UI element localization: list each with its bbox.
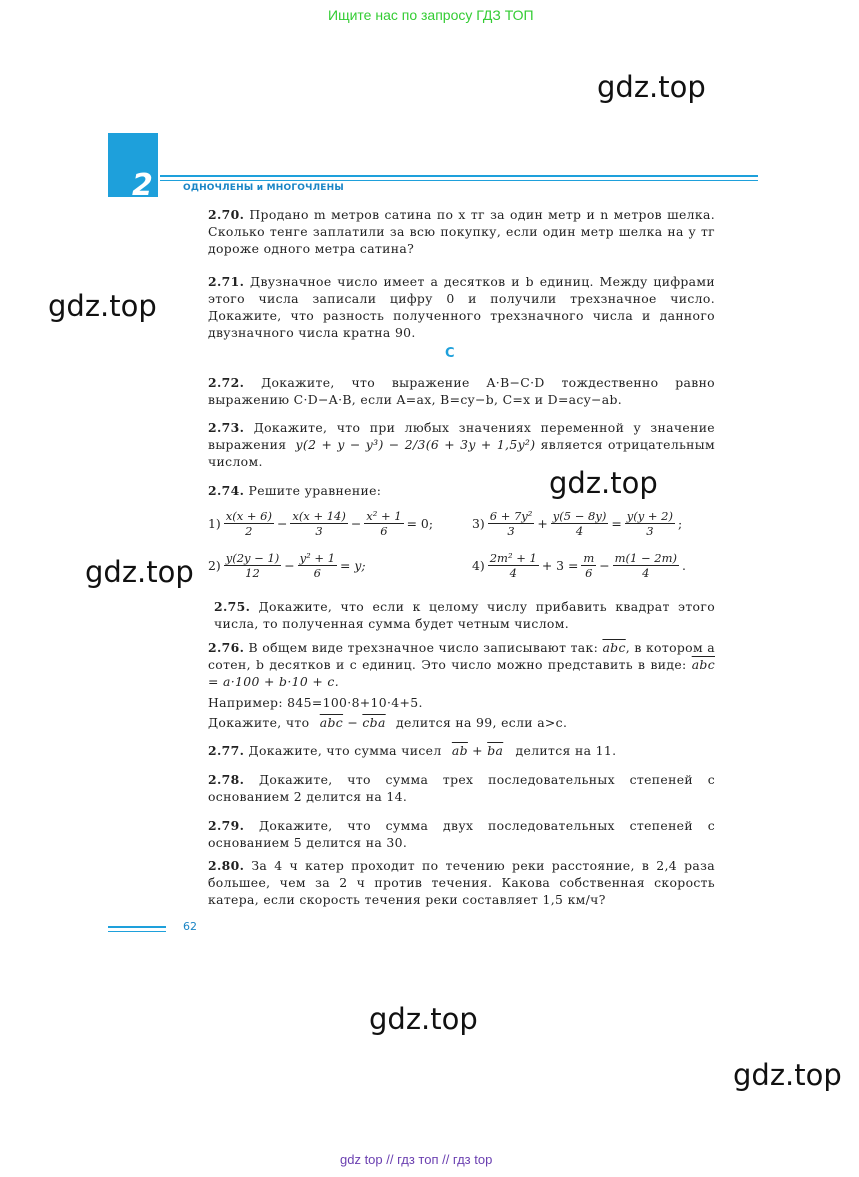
fraction: $\frac{y(5 - 8y)}{4}$ <box>552 509 607 538</box>
watermark: gdz.top <box>85 555 194 589</box>
problem-2-75 <box>214 598 715 632</box>
fraction: $\frac{m(1 - 2m)}{4}$ <box>614 551 678 580</box>
problem-2-73 <box>208 419 715 470</box>
problem-text: является отрицательным числом. <box>208 437 715 469</box>
fraction: $\frac{x(x + 6)}{2}$ <box>225 509 272 538</box>
equation-label: 1) <box>208 516 221 531</box>
problem-text: , в котором a сотен, b десятков и c единиц. Это число можно представить в виде: <box>208 640 715 672</box>
watermark: gdz.top <box>369 1002 478 1036</box>
footer-rule <box>108 931 166 932</box>
problem-number: 2.72. <box>208 375 245 390</box>
problem-number: 2.71. <box>208 274 245 289</box>
problem-number: 2.75. <box>214 599 251 614</box>
problem-number: 2.76. <box>208 640 245 655</box>
overlined-number: $\overline{ba}$ <box>487 743 504 758</box>
problem-2-74 <box>208 482 715 499</box>
fraction: $\frac{\text{x² + 1}}{6}$ <box>366 509 402 538</box>
example-line: Например: 845=100·8+10·4+5. <box>208 695 423 710</box>
problem-2-77: 2.77. Докажите, что сумма чисел $\overline{ab} + \overline{ba}$ делится на 11. <box>208 743 617 758</box>
fraction: $\frac{\text{6 + 7y²}}{3}$ <box>489 509 533 538</box>
difficulty-level: С <box>445 346 455 361</box>
problem-text: Докажите, что <box>208 715 310 730</box>
chapter-number: 2 <box>132 168 153 203</box>
overlined-number: $\overline{abc}$ <box>691 657 715 672</box>
problem-2-70 <box>208 206 715 257</box>
equation-1: 1) $\frac{x(x + 6)}{2}$ − $\frac{x(x + 14)}{3}$ − $\frac{\text{x² + 1}}{6}$ = 0; <box>208 509 433 538</box>
problem-text: Докажите, что сумма трех последовательных степеней с основанием 2 делится на 14. <box>208 772 715 804</box>
equation-4: 4) $\frac{\text{2m² + 1}}{4}$ + 3 = $\frac{m}{6}$ − $\frac{m(1 - 2m)}{4}$ . <box>472 551 686 580</box>
problem-number: 2.73. <box>208 420 245 435</box>
problem-text: За 4 ч катер проходит по течению реки расстояние, в 2,4 раза большее, чем за 2 ч против течения. Какова собственная скорость катера, если скорость течения реки составляет 1,5 км/ч? <box>208 858 715 907</box>
problem-number: 2.77. <box>208 743 245 758</box>
problem-text: Двузначное число имеет a десятков и b единиц. Между цифрами этого числа записали цифру 0 и получили трехзначное число. Докажите, что разность полученного трехзначного числа и данного двузначного числа кратна 90. <box>208 274 716 340</box>
problem-number: 2.74. <box>208 483 245 498</box>
problem-text: Докажите, что при любых значениях переменной y значение выражения <box>208 420 715 452</box>
watermark: gdz.top <box>733 1058 842 1092</box>
problem-number: 2.70. <box>208 207 245 222</box>
problem-2-80 <box>208 857 715 908</box>
watermark: gdz.top <box>48 289 157 323</box>
problem-2-71 <box>208 273 715 341</box>
problem-text: делится на 99, если a>c. <box>395 715 568 730</box>
chapter-rule <box>160 180 758 181</box>
equation-label: 3) <box>472 516 485 531</box>
problem-text: Продано m метров сатина по x тг за один метр и n метров шелка. Сколько тенге заплатили за всю покупку, если один метр шелка на y тг дороже одного метра сатина? <box>208 207 715 256</box>
fraction: $\frac{m}{6}$ <box>583 551 595 580</box>
prove-line: Докажите, что $\overline{abc} - \overline{cba}$ делится на 99, если a>c. <box>208 715 568 730</box>
overlined-number: $\overline{abc}$ <box>602 640 626 655</box>
problem-text: Докажите, что сумма чисел <box>248 743 442 758</box>
overlined-number: $\overline{cba}$ <box>362 715 386 730</box>
watermark: gdz.top <box>597 70 706 104</box>
problem-text: Решите уравнение: <box>248 483 382 498</box>
equation-3: 3) $\frac{\text{6 + 7y²}}{3}$ + $\frac{y(5 - 8y)}{4}$ = $\frac{y(y + 2)}{3}$ ; <box>472 509 683 538</box>
problem-text: Докажите, что сумма двух последовательных степеней с основанием 5 делится на 30. <box>208 818 715 850</box>
problem-number: 2.80. <box>208 858 245 873</box>
problem-text: Докажите, что выражение A·B−C·D тождественно равно выражению C·D−A·B, если A=ax, B=cy−b, C=x и D=acy−ab. <box>208 375 715 407</box>
problem-2-78 <box>208 771 715 805</box>
expression: y(2 + y − y³) − 2/3(6 + 3y + 1,5y²) <box>295 437 536 452</box>
fraction: $\frac{x(x + 14)}{3}$ <box>292 509 346 538</box>
fraction: $\frac{y(y + 2)}{3}$ <box>626 509 673 538</box>
equation-label: 2) <box>208 558 221 573</box>
chapter-rule <box>160 175 758 177</box>
problem-text: Докажите, что если к целому числу прибавить квадрат этого числа, то полученная сумма будет четным числом. <box>214 599 715 631</box>
problem-number: 2.78. <box>208 772 245 787</box>
overlined-number: $\overline{abc}$ <box>319 715 344 730</box>
page-number: 62 <box>183 920 197 933</box>
equation-label: 4) <box>472 558 485 573</box>
problem-text: делится на 11. <box>515 743 617 758</box>
fraction: $\frac{\text{y² + 1}}{6}$ <box>299 551 336 580</box>
watermark: gdz.top <box>549 466 658 500</box>
problem-2-72 <box>208 374 715 408</box>
fraction: $\frac{y(2y - 1)}{12}$ <box>225 551 280 580</box>
fraction: $\frac{\text{2m² + 1}}{4}$ <box>489 551 537 580</box>
chapter-title: ОДНОЧЛЕНЫ и МНОГОЧЛЕНЫ <box>183 183 344 193</box>
problem-number: 2.79. <box>208 818 245 833</box>
problem-2-79 <box>208 817 715 851</box>
footer-links[interactable]: gdz top // гдз топ // гдз top <box>340 1152 493 1167</box>
equation-2: 2) $\frac{y(2y - 1)}{12}$ − $\frac{\text{y² + 1}}{6}$ = y; <box>208 551 366 580</box>
formula: = a·100 + b·10 + c. <box>208 674 339 689</box>
footer-rule <box>108 926 166 928</box>
problem-text: В общем виде трехзначное число записывают так: <box>248 640 599 655</box>
top-search-link[interactable]: Ищите нас по запросу ГДЗ ТОП <box>328 7 534 23</box>
problem-2-76 <box>208 639 715 690</box>
overlined-number: $\overline{ab}$ <box>451 743 468 758</box>
